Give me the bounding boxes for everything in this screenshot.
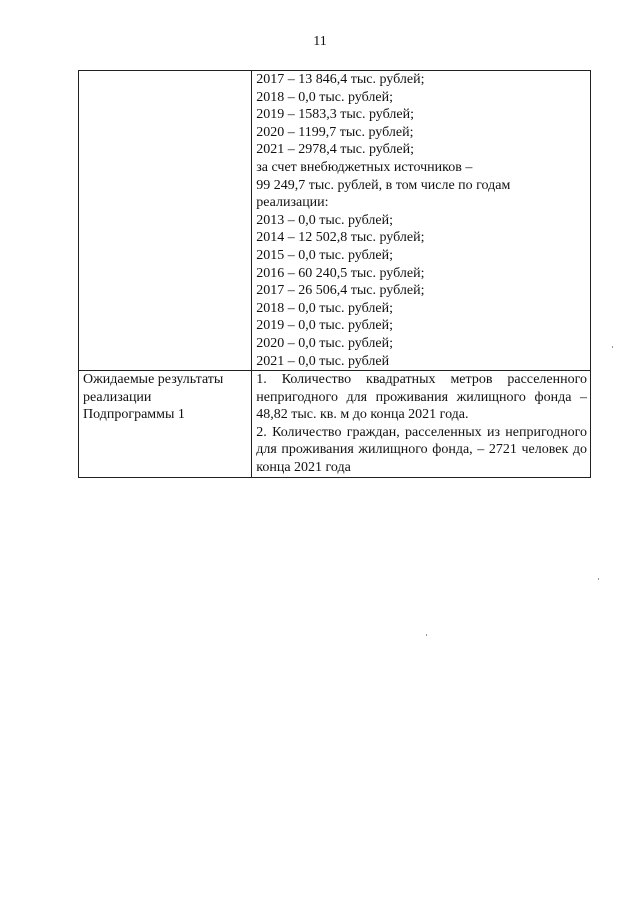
page-number: 11 [313,34,327,49]
results-label-line: реализации [83,389,152,405]
funding-line: 2019 – 0,0 тыс. рублей; [256,318,393,334]
funding-line: 99 249,7 тыс. рублей, в том числе по годам [256,177,511,193]
funding-line: 2020 – 1199,7 тыс. рублей; [256,124,414,140]
passport-table [78,70,591,478]
results-label-line: Подпрограммы 1 [83,407,185,423]
funding-line: 2021 – 2978,4 тыс. рублей; [256,142,414,158]
table-row-results [79,371,591,478]
funding-line: 2017 – 13 846,4 тыс. рублей; [256,72,425,87]
funding-line: реализации: [256,195,329,211]
funding-values-cell [252,71,591,371]
funding-line: 2018 – 0,0 тыс. рублей; [256,300,393,316]
funding-label-cell [79,71,252,371]
funding-line: 2020 – 0,0 тыс. рублей; [256,335,393,351]
funding-line: 2021 – 0,0 тыс. рублей [256,353,390,369]
scan-speck [612,346,613,348]
result-item-2: 2. Количество граждан, расселенных из непригодного для проживания жилищного фонда, – 2721 человек до конца 2021 года [256,424,587,476]
funding-line: 2017 – 26 506,4 тыс. рублей; [256,283,425,299]
funding-line: 2016 – 60 240,5 тыс. рублей; [256,265,425,281]
funding-line: 2015 – 0,0 тыс. рублей; [256,247,393,263]
results-label-cell [79,371,252,478]
scan-speck [426,634,427,636]
results-values-cell [252,371,591,478]
results-label-line: Ожидаемые результаты [83,372,224,388]
result-item-1: 1. Количество квадратных метров расселенного непригодного для проживания жилищного фонда – 48,82 тыс. кв. м до конца 2021 года. [256,372,587,423]
funding-line: 2018 – 0,0 тыс. рублей; [256,89,393,105]
funding-line: 2014 – 12 502,8 тыс. рублей; [256,230,425,246]
funding-line: за счет внебюджетных источников – [256,159,473,175]
funding-line: 2013 – 0,0 тыс. рублей; [256,212,393,228]
funding-line: 2019 – 1583,3 тыс. рублей; [256,107,414,123]
scan-speck [598,578,599,580]
table-row-funding [79,71,591,371]
